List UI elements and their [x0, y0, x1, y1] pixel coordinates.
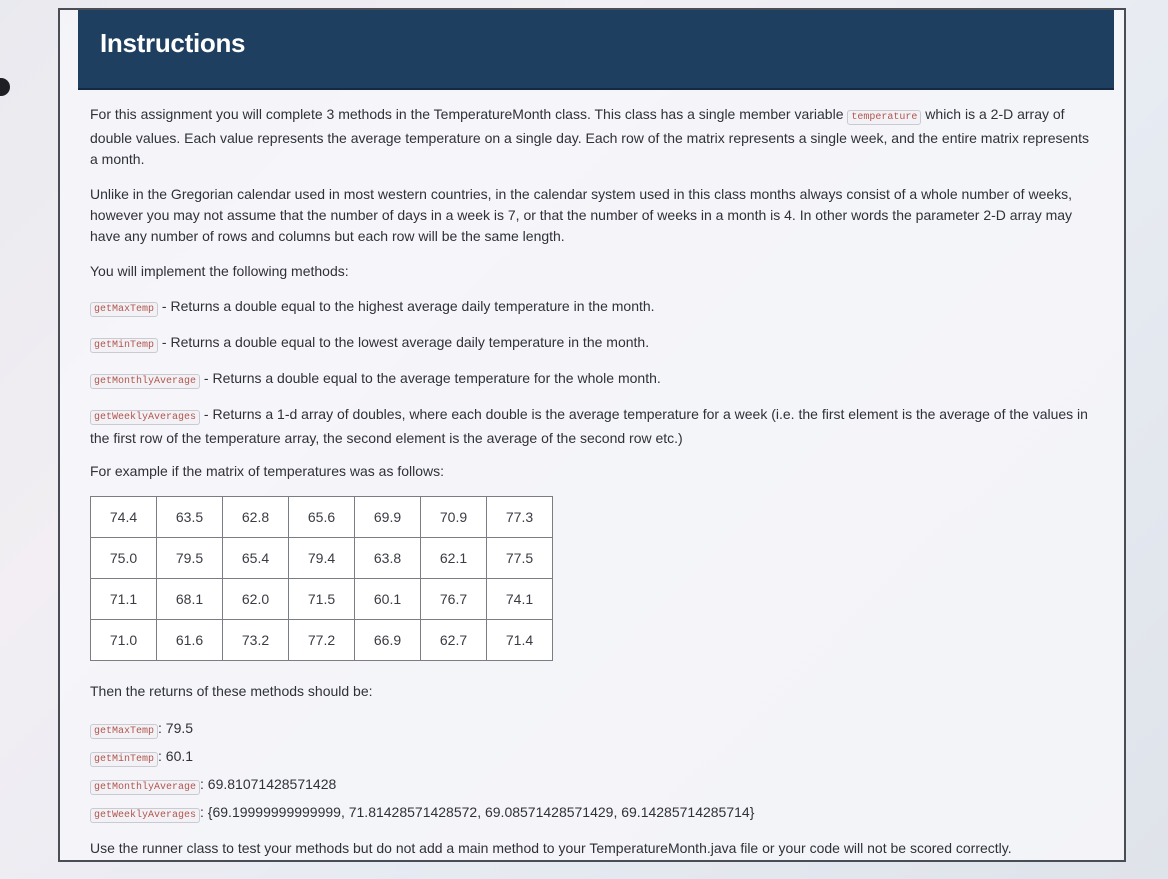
- table-cell: 75.0: [91, 538, 157, 579]
- method-name-code: getMonthlyAverage: [90, 374, 200, 389]
- return-method-code: getMaxTemp: [90, 724, 158, 739]
- table-cell: 62.7: [421, 620, 487, 661]
- intro-paragraph-1: [90, 104, 1095, 170]
- returns-list: [90, 716, 1095, 828]
- method-item: [90, 368, 1095, 392]
- table-cell: 74.1: [487, 579, 553, 620]
- table-cell: 68.1: [157, 579, 223, 620]
- table-cell: 79.5: [157, 538, 223, 579]
- table-cell: 70.9: [421, 497, 487, 538]
- table-cell: 71.0: [91, 620, 157, 661]
- return-method-code: getMonthlyAverage: [90, 780, 200, 795]
- return-item: [90, 744, 1095, 772]
- return-item: [90, 800, 1095, 828]
- return-method-code: getMinTemp: [90, 752, 158, 767]
- return-value: : 79.5: [158, 720, 194, 736]
- intro-paragraph-2: Unlike in the Gregorian calendar used in most western countries, in the calendar system used in this class months always consist of a whole number of weeks, however you may not assume that the number of days in a week is 7, or that the number of weeks in a month is 4. In other words the parameter 2-D array may have any number of rows and columns but each row will be the same length.: [90, 186, 1073, 244]
- example-intro: For example if the matrix of temperatures was as follows:: [90, 463, 445, 479]
- method-name-code: getWeeklyAverages: [90, 410, 200, 425]
- return-value: : {69.19999999999999, 71.81428571428572, 69.08571428571429, 69.14285714285714}: [200, 804, 755, 820]
- method-item: [90, 296, 1095, 320]
- table-cell: 62.1: [421, 538, 487, 579]
- return-item: [90, 772, 1095, 800]
- returns-intro: Then the returns of these methods should be:: [90, 683, 373, 699]
- method-item: [90, 332, 1095, 356]
- method-description: - Returns a double equal to the highest average daily temperature in the month.: [158, 298, 655, 314]
- table-cell: 69.9: [355, 497, 421, 538]
- table-row: [91, 579, 553, 620]
- instructions-content: [90, 104, 1095, 873]
- table-cell: 61.6: [157, 620, 223, 661]
- table-cell: 79.4: [289, 538, 355, 579]
- methods-list: [90, 296, 1095, 449]
- intro-paragraph-3: You will implement the following methods:: [90, 263, 349, 279]
- panel-header: [78, 10, 1114, 90]
- table-cell: 62.0: [223, 579, 289, 620]
- intro-text-1: For this assignment you will complete 3 methods in the TemperatureMonth class. This class has a single member variable: [90, 106, 848, 122]
- method-item: [90, 404, 1095, 449]
- table-cell: 77.2: [289, 620, 355, 661]
- return-value: : 69.81071428571428: [200, 776, 337, 792]
- return-value: : 60.1: [158, 748, 194, 764]
- return-method-code: getWeeklyAverages: [90, 808, 200, 823]
- table-cell: 63.5: [157, 497, 223, 538]
- pointer-dot: [0, 78, 10, 96]
- panel-title: Instructions: [100, 28, 246, 58]
- method-description: - Returns a double equal to the lowest average daily temperature in the month.: [158, 334, 650, 350]
- table-cell: 71.1: [91, 579, 157, 620]
- table-cell: 66.9: [355, 620, 421, 661]
- table-cell: 62.8: [223, 497, 289, 538]
- table-cell: 60.1: [355, 579, 421, 620]
- intro-text-2: which is a 2-D array of double values. Each value represents the average temperature on a single day. Each row of the matrix represents a single week, and the entire matrix represents a month.: [90, 106, 1089, 167]
- table-cell: 74.4: [91, 497, 157, 538]
- table-cell: 71.5: [289, 579, 355, 620]
- table-cell: 77.5: [487, 538, 553, 579]
- table-cell: 77.3: [487, 497, 553, 538]
- table-cell: 65.6: [289, 497, 355, 538]
- table-cell: 65.4: [223, 538, 289, 579]
- table-row: [91, 497, 553, 538]
- footer-instruction: Use the runner class to test your methods but do not add a main method to your TemperatureMonth.java file or your code will not be scored correctly.: [90, 840, 1012, 856]
- table-row: [91, 620, 553, 661]
- temperature-matrix-table: [90, 496, 553, 661]
- return-item: [90, 716, 1095, 744]
- table-cell: 76.7: [421, 579, 487, 620]
- instructions-panel: [58, 8, 1126, 862]
- table-cell: 73.2: [223, 620, 289, 661]
- method-name-code: getMinTemp: [90, 338, 158, 353]
- temperature-code: temperature: [847, 110, 921, 125]
- method-name-code: getMaxTemp: [90, 302, 158, 317]
- table-cell: 71.4: [487, 620, 553, 661]
- method-description: - Returns a 1-d array of doubles, where each double is the average temperature for a week (i.e. the first element is the average of the values in the first row of the temperature array, the second element is the average of the second row etc.): [90, 406, 1088, 446]
- method-description: - Returns a double equal to the average temperature for the whole month.: [200, 370, 661, 386]
- table-cell: 63.8: [355, 538, 421, 579]
- table-row: [91, 538, 553, 579]
